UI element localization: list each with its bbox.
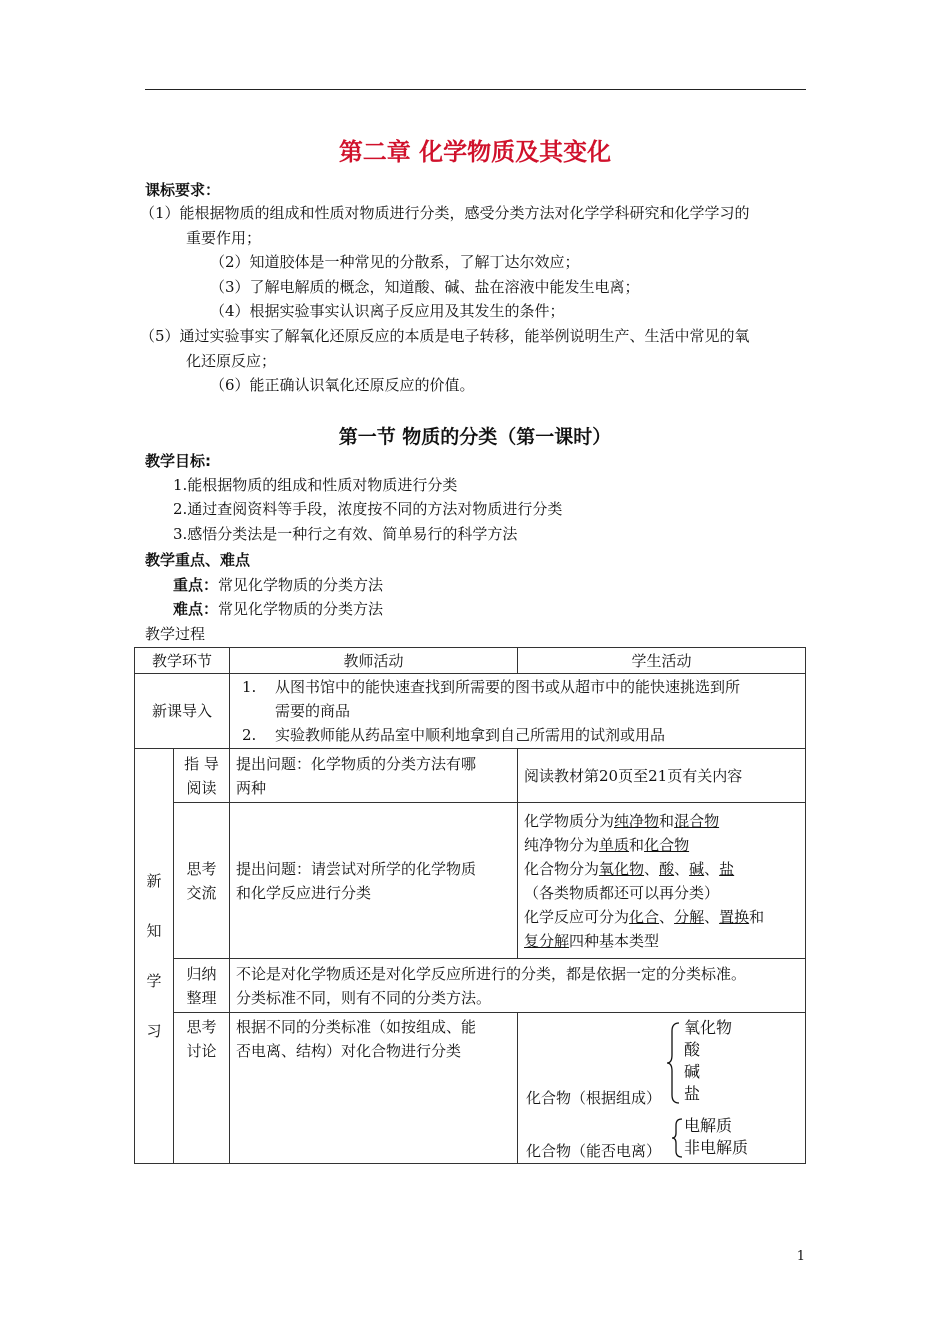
key-label: 重点： [173, 576, 219, 594]
substage-summary-line1: 归纳 [186, 964, 217, 983]
discussion-teacher [230, 1013, 518, 1164]
acid-item: 酸 [684, 1040, 701, 1059]
element-term: 单质 [599, 835, 630, 854]
standard-item-3: （3）了解电解质的概念，知道酸、碱、盐在溶液中能发生电离； [210, 278, 640, 296]
classify-substances [524, 809, 799, 833]
classify-pure [524, 833, 799, 857]
goal-item-3: 3.感悟分类法是一种行之有效、简单易行的科学方法 [173, 525, 518, 543]
s3-sep2: 、 [674, 859, 690, 878]
intro-item-1-line2: 需要的商品 [275, 702, 351, 720]
goals-heading: 教学目标: [145, 452, 211, 470]
s5-sep1: 、 [659, 907, 675, 926]
standard-item-2: （2）知道胶体是一种常见的分散系，了解丁达尔效应； [210, 253, 580, 271]
guided-reading-teacher-line2: 两种 [236, 778, 267, 797]
intro-item-1-text [275, 675, 740, 723]
by-ionization-label: 化合物（能否电离） [526, 1142, 662, 1160]
table-header-row [135, 648, 806, 674]
key-point [173, 573, 383, 597]
substage-discussion [174, 1013, 230, 1164]
oxide-term: 氧化物 [599, 859, 645, 878]
substage-guided-reading-line1: 指 导 [184, 754, 219, 773]
displacement-term: 置换 [719, 907, 750, 926]
classify-reactions-cont [524, 929, 799, 953]
s3-sep1: 、 [644, 859, 660, 878]
classify-reactions [524, 905, 799, 929]
s1-mid: 和 [659, 811, 675, 830]
composition-brace [666, 1021, 680, 1105]
s5-mid: 和 [749, 907, 765, 926]
intro-stage: 新课导入 [135, 674, 230, 749]
nonelectrolyte-item: 非电解质 [684, 1138, 749, 1157]
guided-reading-teacher-line1: 提出问题：化学物质的分类方法有哪 [236, 754, 477, 773]
ionization-items [684, 1115, 748, 1159]
substage-summary [174, 959, 230, 1013]
substage-think-exchange [174, 803, 230, 959]
classify-compound [524, 857, 799, 881]
s5-sep2: 、 [704, 907, 720, 926]
summary-line2: 分类标准不同，则有不同的分类方法。 [236, 988, 492, 1007]
standard-item-5-cont: 化还原反应； [186, 352, 277, 370]
think-exchange-student [518, 803, 806, 959]
combination-term: 化合 [629, 907, 660, 926]
standard-item-5: （5）通过实验事实了解氧化还原反应的本质是电子转移，能举例说明生产、生活中常见的氧 [140, 327, 750, 345]
standard-item-6: （6）能正确认识氧化还原反应的价值。 [210, 376, 475, 394]
double-decomposition-term: 复分解 [524, 931, 570, 950]
s1-pre: 化学物质分为 [524, 811, 615, 830]
think-exchange-teacher-line1: 提出问题：请尝试对所学的化学物质 [236, 859, 477, 878]
guided-reading-student: 阅读教材第20页至21页有关内容 [518, 749, 806, 803]
stage-char-4: 习 [146, 1022, 162, 1040]
substage-think-exchange-line1: 思考 [186, 859, 217, 878]
page-number: 1 [796, 1249, 805, 1264]
chapter-title: 第二章 化学物质及其变化 [338, 138, 612, 166]
decomposition-term: 分解 [674, 907, 705, 926]
section-title: 第一节 物质的分类（第一课时） [338, 426, 612, 448]
goal-item-1: 1.能根据物质的组成和性质对物质进行分类 [173, 476, 458, 494]
intro-item-1-line1: 从图书馆中的能快速查找到所需要的图书或从超市中的能快速挑选到所 [275, 678, 741, 696]
substage-summary-line2: 整理 [186, 988, 217, 1007]
s2-mid: 和 [629, 835, 645, 854]
intro-item-2-text: 实验教师能从药品室中顺利地拿到自己所需用的试剂或用品 [275, 726, 666, 744]
composition-items [684, 1017, 732, 1105]
summary-line1: 不论是对化学物质还是对化学反应所进行的分类，都是依据一定的分类标准。 [236, 964, 747, 983]
standard-item-1-cont: 重要作用； [186, 229, 262, 247]
intro-item-1 [236, 675, 799, 723]
guided-reading-teacher [230, 749, 518, 803]
table-row-intro [135, 674, 806, 749]
header-teacher: 教师活动 [230, 648, 518, 674]
table-row-guided-reading [135, 749, 806, 803]
hard-point [173, 597, 383, 621]
summary-content [230, 959, 806, 1013]
header-stage: 教学环节 [135, 648, 230, 674]
electrolyte-item: 电解质 [684, 1116, 733, 1135]
process-label: 教学过程 [145, 625, 206, 643]
classification-diagram [518, 1013, 805, 1163]
table-row-discussion [135, 1013, 806, 1164]
subclass-note: （各类物质都还可以再分类） [524, 883, 720, 902]
s6-post: 四种基本类型 [569, 931, 660, 950]
discussion-teacher-line1: 根据不同的分类标准（如按组成、能 [236, 1018, 477, 1036]
lesson-table [134, 647, 806, 1164]
discussion-teacher-line2: 否电离、结构）对化合物进行分类 [236, 1042, 462, 1060]
substage-think-exchange-line2: 交流 [186, 883, 217, 902]
s5-pre: 化学反应可分为 [524, 907, 630, 926]
s3-sep3: 、 [704, 859, 720, 878]
goal-item-2: 2.通过查阅资料等手段，浓度按不同的方法对物质进行分类 [173, 500, 563, 518]
discussion-student [518, 1013, 806, 1164]
intro-item-2-num: 2. [242, 726, 257, 744]
oxide-item: 氧化物 [684, 1018, 733, 1037]
salt-item: 盐 [684, 1084, 701, 1103]
substage-guided-reading [174, 749, 230, 803]
base-item: 碱 [684, 1062, 701, 1081]
compound-term: 化合物 [644, 835, 690, 854]
intro-content [230, 674, 806, 749]
think-exchange-teacher [230, 803, 518, 959]
hard-text: 常见化学物质的分类方法 [218, 600, 384, 618]
ionization-brace [671, 1117, 683, 1159]
by-composition-label: 化合物（根据组成） [526, 1089, 662, 1107]
substage-guided-reading-line2: 阅读 [186, 778, 217, 797]
substage-discussion-line2: 讨论 [186, 1042, 217, 1060]
table-row-summary [135, 959, 806, 1013]
intro-item-2 [236, 723, 799, 747]
key-text: 常见化学物质的分类方法 [218, 576, 384, 594]
stage-char-1: 新 [146, 872, 162, 890]
base-term: 碱 [689, 859, 705, 878]
standards-heading: 课标要求： [145, 181, 221, 199]
salt-term: 盐 [719, 859, 735, 878]
standard-item-1: （1）能根据物质的组成和性质对物质进行分类，感受分类方法对化学学科研究和化学学习的 [140, 204, 750, 222]
hard-label: 难点： [173, 600, 219, 618]
intro-item-1-num: 1. [242, 678, 257, 696]
substage-discussion-line1: 思考 [186, 1018, 217, 1036]
header-rule [145, 89, 806, 90]
stage-char-2: 知 [146, 922, 162, 940]
mixture-term: 混合物 [674, 811, 720, 830]
stage-char-3: 学 [146, 972, 162, 990]
pure-substance-term: 纯净物 [614, 811, 660, 830]
new-learning-stage [135, 749, 174, 1164]
think-exchange-teacher-line2: 和化学反应进行分类 [236, 883, 372, 902]
keypoints-heading: 教学重点、难点 [145, 551, 251, 569]
s2-pre: 纯净物分为 [524, 835, 600, 854]
acid-term: 酸 [659, 859, 675, 878]
table-row-think-exchange [135, 803, 806, 959]
header-student: 学生活动 [518, 648, 806, 674]
s3-pre: 化合物分为 [524, 859, 600, 878]
standard-item-4: （4）根据实验事实认识离子反应用及其发生的条件； [210, 302, 565, 320]
